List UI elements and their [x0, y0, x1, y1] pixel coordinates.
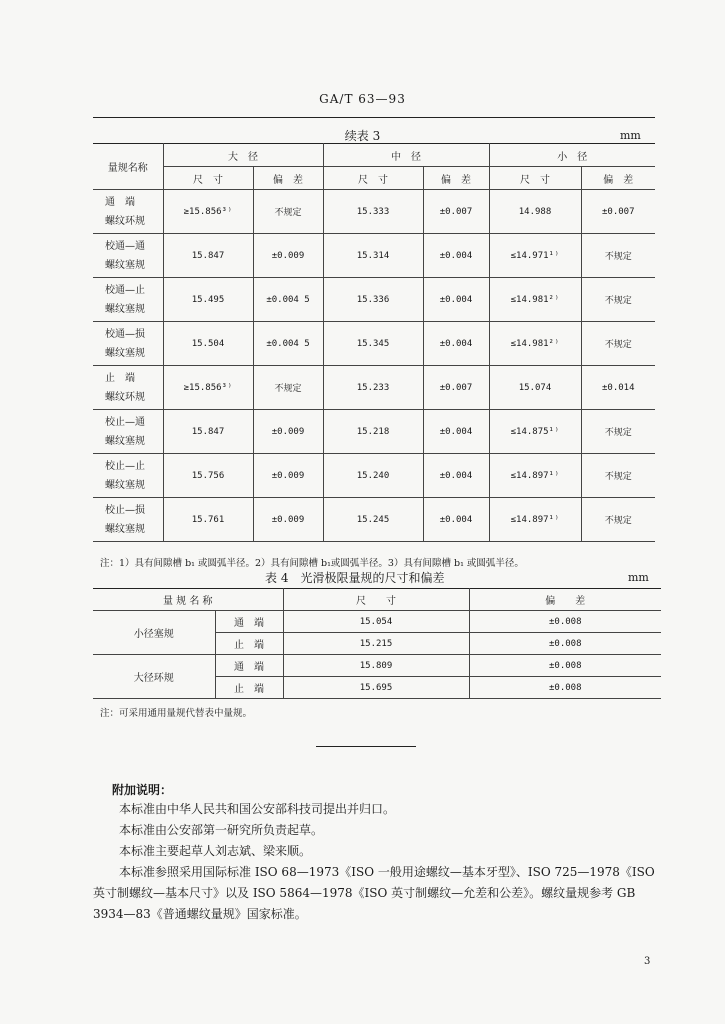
section-divider [316, 746, 416, 747]
table3-cell: 15.233 [323, 366, 423, 410]
page-number: 3 [644, 956, 651, 967]
table3-gauge-name [93, 234, 163, 278]
table4-col-size: 尺 寸 [283, 589, 469, 611]
table4 [93, 588, 661, 699]
table3-sub-size: 尺 寸 [489, 167, 581, 190]
table3-cell: 15.761 [163, 498, 253, 542]
table3-cell: 不规定 [581, 410, 655, 454]
appendix-line: 本标准参照采用国际标准 ISO 68—1973《ISO 一般用途螺纹—基本牙型》、ISO 725—1978《ISO 英寸制螺纹—基本尺寸》以及 ISO 5864—1978《ISO 英寸制螺纹—允差和公差》。螺纹量规参考 GB 3934—83《普通螺纹量规》国家标准。 [93, 865, 655, 921]
table4-group-name: 小径塞规 [93, 611, 215, 655]
table3-gauge-name-line: 螺纹塞规 [105, 259, 145, 271]
table4-end: 通 端 [215, 611, 283, 633]
table3-gauge-name-line: 校止—损 [105, 504, 145, 516]
table3-unit: mm [620, 129, 641, 142]
table3-cell: ±0.007 [581, 190, 655, 234]
table3-gauge-name-line: 螺纹塞规 [105, 303, 145, 315]
table3-cell: 15.847 [163, 410, 253, 454]
table3-cell: ±0.004 5 [253, 322, 323, 366]
standard-code: GA/T 63—93 [319, 92, 406, 106]
table3-cell: 15.218 [323, 410, 423, 454]
table3-cell: ±0.004 [423, 454, 489, 498]
table3-cell: ±0.004 [423, 278, 489, 322]
table3-cell: ≤14.875¹⁾ [489, 410, 581, 454]
table3-cell: ≤14.971¹⁾ [489, 234, 581, 278]
table3-cell: ≤14.981²⁾ [489, 278, 581, 322]
table3-gauge-name [93, 410, 163, 454]
table3-cell: 15.336 [323, 278, 423, 322]
appendix-line: 本标准由公安部第一研究所负责起草。 [119, 823, 324, 837]
table3-sub-dev: 偏 差 [253, 167, 323, 190]
table4-unit: mm [628, 571, 649, 584]
table4-end: 止 端 [215, 677, 283, 699]
table3-group-pitch: 中 径 [323, 144, 489, 167]
table4-col-name: 量 规 名 称 [93, 589, 283, 611]
appendix-line: 本标准主要起草人刘志斌、梁来顺。 [119, 844, 312, 858]
table3-gauge-name-line: 校通—止 [105, 284, 145, 296]
table4-end: 止 端 [215, 633, 283, 655]
table3-cell: 15.847 [163, 234, 253, 278]
table4-dev: ±0.008 [469, 611, 661, 633]
appendix-title: 附加说明： [112, 783, 173, 797]
table4-dev: ±0.008 [469, 655, 661, 677]
table3-sub-size: 尺 寸 [163, 167, 253, 190]
table3-cell: ±0.009 [253, 410, 323, 454]
table3-cell: 不规定 [581, 498, 655, 542]
table3-cell: ≥15.856³⁾ [163, 190, 253, 234]
table3-cell: 15.333 [323, 190, 423, 234]
appendix-line: 本标准由中华人民共和国公安部科技司提出并归口。 [119, 802, 396, 816]
table3-gauge-name [93, 454, 163, 498]
table3-cell: ±0.014 [581, 366, 655, 410]
table3-sub-dev: 偏 差 [581, 167, 655, 190]
table3-cell: 15.756 [163, 454, 253, 498]
table3-cell: 15.245 [323, 498, 423, 542]
table3-gauge-name-line: 通 端 [105, 196, 135, 208]
table3-row [93, 278, 655, 322]
table3-cell: 不规定 [581, 322, 655, 366]
table3-gauge-name-line: 校止—通 [105, 416, 145, 428]
table3-cell: ≥15.856³⁾ [163, 366, 253, 410]
table3-gauge-name [93, 278, 163, 322]
table3-cell: ±0.004 [423, 234, 489, 278]
table3-row [93, 454, 655, 498]
table3-gauge-name-line: 螺纹塞规 [105, 523, 145, 535]
table3-gauge-name-line: 螺纹环规 [105, 215, 145, 227]
table3-cell: ±0.004 [423, 410, 489, 454]
table3-cell: 15.074 [489, 366, 581, 410]
table3-gauge-name-line: 校通—损 [105, 328, 145, 340]
table3-cell: 14.988 [489, 190, 581, 234]
table3-row [93, 410, 655, 454]
table3-gauge-name-line: 螺纹塞规 [105, 479, 145, 491]
table3-cell: 15.504 [163, 322, 253, 366]
table3-sub-dev: 偏 差 [423, 167, 489, 190]
table3-group-minor: 小 径 [489, 144, 655, 167]
table3-cell: ≤14.981²⁾ [489, 322, 581, 366]
table4-size: 15.695 [283, 677, 469, 699]
table4-group-name: 大径环规 [93, 655, 215, 699]
table3-cell: 15.495 [163, 278, 253, 322]
table3-gauge-name [93, 366, 163, 410]
table4-col-dev: 偏 差 [469, 589, 661, 611]
header-rule [93, 117, 655, 118]
table3-gauge-name [93, 190, 163, 234]
table3-cell: ±0.009 [253, 454, 323, 498]
table3-cell: 不规定 [253, 366, 323, 410]
table4-note: 注：可采用通用量规代替表中量规。 [100, 708, 253, 719]
table3-cell: 不规定 [581, 278, 655, 322]
table3-row [93, 366, 655, 410]
table3-cell: ±0.004 [423, 322, 489, 366]
table3-gauge-name-line: 校通—通 [105, 240, 145, 252]
table4-end: 通 端 [215, 655, 283, 677]
table3-gauge-name [93, 322, 163, 366]
table3-row [93, 234, 655, 278]
table3-cell: ±0.009 [253, 498, 323, 542]
table3-note: 注：1）具有间隙槽 b₁ 或圆弧半径。2）具有间隙槽 b₁或圆弧半径。3）具有间隙槽 b₁ 或圆弧半径。 [100, 558, 524, 569]
table3 [93, 143, 655, 542]
table4-dev: ±0.008 [469, 633, 661, 655]
table4-dev: ±0.008 [469, 677, 661, 699]
table3-group-major: 大 径 [163, 144, 323, 167]
table3-gauge-name [93, 498, 163, 542]
table3-gauge-name-line: 螺纹塞规 [105, 435, 145, 447]
table3-cell: 15.314 [323, 234, 423, 278]
table3-cell: ±0.004 [423, 498, 489, 542]
table3-cell: ±0.007 [423, 190, 489, 234]
table3-sub-size: 尺 寸 [323, 167, 423, 190]
table3-cell: 不规定 [581, 234, 655, 278]
table3-cell: 不规定 [581, 454, 655, 498]
table3-cell: ±0.004 5 [253, 278, 323, 322]
table3-cell: ±0.007 [423, 366, 489, 410]
table3-cell: ≤14.897¹⁾ [489, 454, 581, 498]
table3-gauge-name-line: 校止—止 [105, 460, 145, 472]
table3-cell: 15.240 [323, 454, 423, 498]
table3-title: 续表 3 [344, 129, 381, 143]
table3-row [93, 322, 655, 366]
table3-row [93, 190, 655, 234]
table3-cell: 不规定 [253, 190, 323, 234]
table4-size: 15.054 [283, 611, 469, 633]
table3-gauge-name-line: 螺纹塞规 [105, 347, 145, 359]
table3-cell: ≤14.897¹⁾ [489, 498, 581, 542]
table3-cell: 15.345 [323, 322, 423, 366]
table4-size: 15.215 [283, 633, 469, 655]
table3-row [93, 498, 655, 542]
table3-col-name: 量规名称 [93, 144, 163, 190]
table4-size: 15.809 [283, 655, 469, 677]
appendix-body [93, 799, 659, 925]
table3-gauge-name-line: 止 端 [105, 372, 135, 384]
table3-cell: ±0.009 [253, 234, 323, 278]
table4-title: 表 4 光滑极限量规的尺寸和偏差 [265, 571, 445, 585]
table3-gauge-name-line: 螺纹环规 [105, 391, 145, 403]
